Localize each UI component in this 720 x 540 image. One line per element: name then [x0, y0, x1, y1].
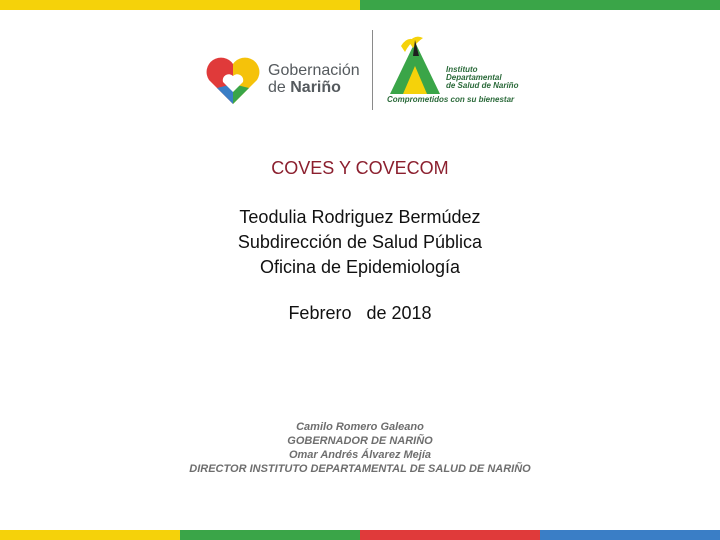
narino-label: de Nariño	[268, 79, 341, 96]
logo-divider	[372, 30, 373, 110]
gobernacion-heart-logo	[203, 54, 263, 111]
top-color-bar	[0, 0, 720, 10]
gobernacion-wordmark	[268, 62, 360, 97]
instituto-name: Instituto Departamental de Salud de Nariño	[446, 65, 519, 90]
author-office: Oficina de Epidemiología	[259, 257, 461, 277]
author-block	[0, 205, 720, 280]
governor-name: Camilo Romero Galeano	[296, 421, 424, 433]
bottom-color-bar	[0, 530, 720, 540]
author-department: Subdirección de Salud Pública	[237, 232, 483, 252]
director-title: DIRECTOR INSTITUTO DEPARTAMENTAL DE SALUD DE NARIÑO	[189, 463, 531, 475]
author-name: Teodulia Rodriguez Bermúdez	[239, 207, 481, 227]
director-name: Omar Andrés Álvarez Mejía	[288, 449, 432, 461]
gobernacion-label: Gobernación	[268, 62, 360, 79]
governor-title: GOBERNADOR DE NARIÑO	[287, 435, 433, 447]
instituto-logo	[385, 34, 445, 101]
slide-date: Febrero de 2018	[288, 303, 432, 323]
instituto-slogan: Comprometidos con su bienestar	[387, 95, 515, 104]
slide-title: COVES Y COVECOM	[271, 158, 449, 178]
footer-credits	[0, 420, 720, 476]
